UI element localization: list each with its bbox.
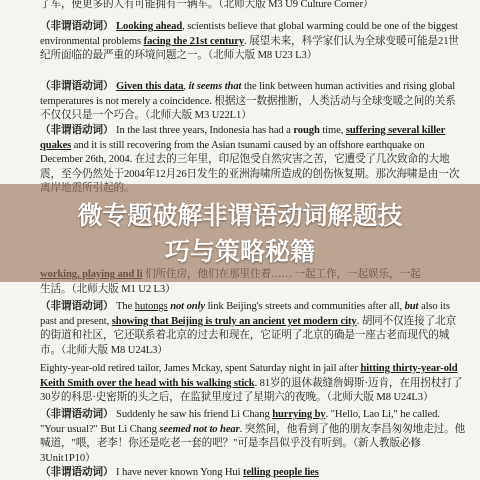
example-entry-8: （非谓语动词） I have never known Yong Hui telling people lies (40, 467, 319, 478)
entry-tag: （非谓语动词） (40, 301, 114, 312)
highlight-phrase: facing the 21st century (143, 35, 245, 47)
text-line: 了车，使更多的人有可能拥有一辆车。（北师大版 M3 U9 Culture Corner） (40, 0, 374, 10)
entry-tag: （非谓语动词） (40, 467, 114, 478)
banner-title-line-1: 微专题破解非谓语动词解题技 (77, 201, 403, 230)
highlight-phrase: telling people lies (243, 467, 319, 478)
banner-title (0, 198, 480, 270)
example-entry-2: （非谓语动词） Given this data, it seems that the link between human activities and rising global temperatures is not merely a coincidence. 根据这一数据推断，人类活动与全球变暖之间的关系不仅仅只是一个巧合。（北师大版 M3 U22L1） (40, 81, 456, 122)
banner-title-line-2: 巧与策略秘籍 (164, 237, 315, 266)
highlight-phrase: showing that Beijing is truly an ancient yet modern city (111, 315, 357, 327)
highlight-phrase: hurrying by (272, 409, 326, 420)
example-entry-7: （非谓语动词） Suddenly he saw his friend Li Chang hurrying by. "Hello, Lao Li," he called. "Your usual?" But Li Chang seemed not to hear. 突然间，他看到了他的朋友李昌匆匆地走过。他喊道，"喂，老李！你还是吃老一套的吧？"可是李昌似乎没有听到。（新人教版必修 3Unit1P10） (40, 409, 466, 464)
entry-tag: （非谓语动词） (40, 409, 114, 420)
highlight-phrase: it seems that (188, 81, 242, 92)
entry-tag: （非谓语动词） (40, 21, 114, 32)
entry-tag: （非谓语动词） (40, 81, 114, 92)
entry-tag: （非谓语动词） (40, 125, 114, 136)
highlight-phrase: suffering several killer quakes (40, 125, 446, 151)
highlight-phrase: hitting thirty-year-old Keith Smith over the head with his walking stick (40, 363, 458, 389)
example-entry-3: （非谓语动词） In the last three years, Indonesia has had a rough time, suffering several killer quakes and it is still recovering from the Asian tsunami caused by an offshore earthquake on December 26th, 2004. 在过去的三年里，印尼饱受自然灾害之苦，它遭受了几次致命的大地震，至今仍然处于2004年12月26日发生的亚洲海啸所造成的创伤恢复期。那次海啸是由一次 (40, 125, 460, 180)
example-entry-1: （非谓语动词） Looking ahead, scientists believe that global warming could be one of the biggest environmental problems facing the 21st century. 展望未来，科学家们认为全球变暖可能是21世纪所面临的最严重的环境问题之一。（北师大版 M8 U23 L3） (40, 21, 459, 62)
highlight-phrase: Given this data (116, 81, 184, 92)
example-entry-4: 生活。（北师大版 M1 U2 L3） (40, 268, 466, 297)
example-entry-6: Eighty-year-old retired tailor, James Mckay, spent Saturday night in jail after hitting thirty-year-old Keith Smith over the head with his walking stick. 81岁的退休裁缝詹姆斯·迈肯，在用拐杖打了30岁的科思·史密斯的头之后，在监狱里度过了星期六的夜晚。（北师大版 M8 U24L3） (40, 363, 463, 404)
highlight-phrase: Looking ahead (116, 21, 183, 32)
example-entry-5: （非谓语动词） The hutongs not only link Beijing's streets and communities after all, but also its past and present, showing that Beijing is truly an ancient yet modern city. 胡同不仅连接了北京的街道和社区，它还联系着北京的过去和现在，它证明了北京的确是一座古老而现代的城市。（北师大版 M8 U24L3） (40, 301, 457, 356)
